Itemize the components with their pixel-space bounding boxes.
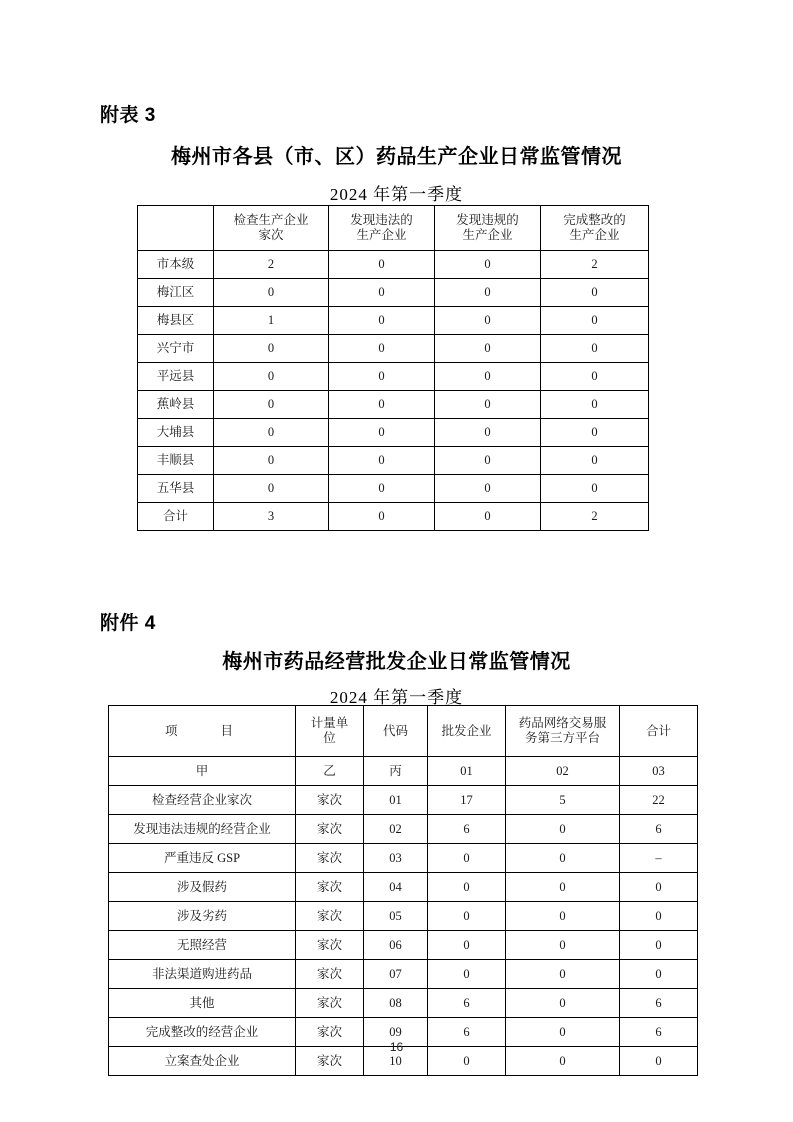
header-cell-illegal xyxy=(329,206,435,251)
cell-total: 0 xyxy=(620,873,698,902)
cell-total: 6 xyxy=(620,815,698,844)
cell-violation: 0 xyxy=(435,503,541,531)
header-cell-total: 合计 xyxy=(620,706,698,757)
table-row xyxy=(109,989,698,1018)
header-line-2: 生产企业 xyxy=(462,228,513,242)
cell-wholesale: 6 xyxy=(428,815,506,844)
section1-title: 梅州市各县（市、区）药品生产企业日常监管情况 xyxy=(171,146,622,168)
header-cell-rectified xyxy=(541,206,649,251)
attachment-label-3: 附表 3 xyxy=(100,105,156,126)
cell-platform: 0 xyxy=(506,1047,620,1076)
header-cell-region xyxy=(138,206,214,251)
cell-inspected: 3 xyxy=(214,503,329,531)
cell-unit: 乙 xyxy=(296,757,364,786)
cell-code: 03 xyxy=(364,844,428,873)
cell-wholesale: 0 xyxy=(428,873,506,902)
header-cell-platform xyxy=(506,706,620,757)
cell-item: 其他 xyxy=(109,989,296,1018)
cell-illegal: 0 xyxy=(329,391,435,419)
cell-illegal: 0 xyxy=(329,447,435,475)
header-cell-wholesale: 批发企业 xyxy=(428,706,506,757)
header-cell-code: 代码 xyxy=(364,706,428,757)
section1-subtitle: 2024 年第一季度 xyxy=(329,185,464,204)
cell-code: 08 xyxy=(364,989,428,1018)
cell-violation: 0 xyxy=(435,363,541,391)
cell-inspected: 2 xyxy=(214,251,329,279)
cell-rectified: 0 xyxy=(541,419,649,447)
cell-unit: 家次 xyxy=(296,815,364,844)
cell-code: 01 xyxy=(364,786,428,815)
cell-platform: 0 xyxy=(506,815,620,844)
cell-code: 04 xyxy=(364,873,428,902)
cell-unit: 家次 xyxy=(296,931,364,960)
cell-total: 0 xyxy=(620,931,698,960)
table-row xyxy=(138,335,649,363)
cell-inspected: 0 xyxy=(214,419,329,447)
cell-inspected: 0 xyxy=(214,335,329,363)
header-line-2: 位 xyxy=(323,731,336,745)
cell-wholesale: 0 xyxy=(428,844,506,873)
wholesale-supervision-table xyxy=(108,705,698,1076)
table-row xyxy=(109,931,698,960)
cell-total: 0 xyxy=(620,1047,698,1076)
cell-unit: 家次 xyxy=(296,902,364,931)
cell-total: 6 xyxy=(620,989,698,1018)
header-cell-unit xyxy=(296,706,364,757)
cell-wholesale: 0 xyxy=(428,960,506,989)
cell-item: 严重违反 GSP xyxy=(109,844,296,873)
production-supervision-table xyxy=(137,205,649,531)
cell-rectified: 0 xyxy=(541,363,649,391)
cell-region: 合计 xyxy=(138,503,214,531)
table-row xyxy=(138,419,649,447)
cell-illegal: 0 xyxy=(329,251,435,279)
header-line-1: 药品网络交易服 xyxy=(518,716,607,731)
cell-region: 丰顺县 xyxy=(138,447,214,475)
cell-unit: 家次 xyxy=(296,989,364,1018)
table-code-row xyxy=(109,757,698,786)
cell-illegal: 0 xyxy=(329,503,435,531)
cell-violation: 0 xyxy=(435,419,541,447)
table-row xyxy=(138,447,649,475)
table-row xyxy=(138,503,649,531)
cell-item: 非法渠道购进药品 xyxy=(109,960,296,989)
cell-region: 市本级 xyxy=(138,251,214,279)
cell-region: 梅县区 xyxy=(138,307,214,335)
cell-violation: 0 xyxy=(435,251,541,279)
cell-violation: 0 xyxy=(435,447,541,475)
cell-item: 涉及假药 xyxy=(109,873,296,902)
production-table-body xyxy=(138,251,649,531)
table-row xyxy=(109,960,698,989)
cell-wholesale: 0 xyxy=(428,902,506,931)
cell-unit: 家次 xyxy=(296,786,364,815)
cell-inspected: 1 xyxy=(214,307,329,335)
cell-illegal: 0 xyxy=(329,419,435,447)
wholesale-table-body xyxy=(109,757,698,1076)
cell-illegal: 0 xyxy=(329,279,435,307)
section2-title: 梅州市药品经营批发企业日常监管情况 xyxy=(222,651,571,673)
cell-illegal: 0 xyxy=(329,363,435,391)
cell-region: 梅江区 xyxy=(138,279,214,307)
header-line-1: 发现违规的 xyxy=(456,213,519,228)
header-line-2: 生产企业 xyxy=(569,228,620,242)
cell-platform: 0 xyxy=(506,902,620,931)
cell-region: 蕉岭县 xyxy=(138,391,214,419)
cell-inspected: 0 xyxy=(214,447,329,475)
cell-unit: 家次 xyxy=(296,844,364,873)
table-header-row xyxy=(138,206,649,251)
table-row xyxy=(138,475,649,503)
cell-rectified: 0 xyxy=(541,447,649,475)
header-cell-inspected xyxy=(214,206,329,251)
cell-item: 完成整改的经营企业 xyxy=(109,1018,296,1047)
header-line-1: 发现违法的 xyxy=(350,213,413,228)
cell-wholesale: 6 xyxy=(428,1018,506,1047)
cell-code: 05 xyxy=(364,902,428,931)
cell-total: 0 xyxy=(620,960,698,989)
table-row xyxy=(109,873,698,902)
table-row xyxy=(138,307,649,335)
table-row xyxy=(138,363,649,391)
cell-violation: 0 xyxy=(435,391,541,419)
header-line-1: 计量单 xyxy=(310,716,349,731)
section2-subtitle: 2024 年第一季度 xyxy=(329,688,464,707)
cell-wholesale: 17 xyxy=(428,786,506,815)
cell-wholesale: 6 xyxy=(428,989,506,1018)
header-line-2: 务第三方平台 xyxy=(524,731,600,745)
cell-code: 09 xyxy=(364,1018,428,1047)
cell-total: – xyxy=(620,844,698,873)
cell-rectified: 2 xyxy=(541,503,649,531)
cell-violation: 0 xyxy=(435,335,541,363)
cell-violation: 0 xyxy=(435,279,541,307)
table-row xyxy=(109,815,698,844)
table-row xyxy=(109,902,698,931)
cell-wholesale: 0 xyxy=(428,931,506,960)
cell-platform: 0 xyxy=(506,1018,620,1047)
cell-wholesale: 0 xyxy=(428,1047,506,1076)
table-row xyxy=(109,786,698,815)
cell-code: 丙 xyxy=(364,757,428,786)
table-row xyxy=(138,251,649,279)
cell-platform: 0 xyxy=(506,873,620,902)
cell-item: 立案查处企业 xyxy=(109,1047,296,1076)
table-row xyxy=(138,279,649,307)
cell-item: 检查经营企业家次 xyxy=(109,786,296,815)
cell-region: 平远县 xyxy=(138,363,214,391)
cell-item: 无照经营 xyxy=(109,931,296,960)
cell-platform: 0 xyxy=(506,960,620,989)
cell-inspected: 0 xyxy=(214,363,329,391)
table-row xyxy=(109,844,698,873)
cell-inspected: 0 xyxy=(214,475,329,503)
header-cell-item: 项 目 xyxy=(109,706,296,757)
cell-illegal: 0 xyxy=(329,335,435,363)
table-header-row xyxy=(109,706,698,757)
cell-illegal: 0 xyxy=(329,307,435,335)
header-line-1: 检查生产企业 xyxy=(233,213,309,228)
cell-total: 0 xyxy=(620,902,698,931)
cell-code: 02 xyxy=(364,815,428,844)
cell-item: 涉及劣药 xyxy=(109,902,296,931)
cell-rectified: 0 xyxy=(541,475,649,503)
cell-code: 10 xyxy=(364,1047,428,1076)
cell-rectified: 0 xyxy=(541,335,649,363)
header-line-1: 完成整改的 xyxy=(563,213,626,228)
attachment-label-4: 附件 4 xyxy=(100,613,156,634)
cell-platform: 0 xyxy=(506,931,620,960)
header-line-2: 生产企业 xyxy=(356,228,407,242)
cell-platform: 02 xyxy=(506,757,620,786)
cell-code: 06 xyxy=(364,931,428,960)
cell-rectified: 0 xyxy=(541,307,649,335)
cell-violation: 0 xyxy=(435,475,541,503)
cell-unit: 家次 xyxy=(296,873,364,902)
cell-total: 03 xyxy=(620,757,698,786)
page-number: 16 xyxy=(389,1040,404,1054)
cell-illegal: 0 xyxy=(329,475,435,503)
cell-violation: 0 xyxy=(435,307,541,335)
cell-rectified: 2 xyxy=(541,251,649,279)
cell-unit: 家次 xyxy=(296,1047,364,1076)
cell-code: 07 xyxy=(364,960,428,989)
cell-inspected: 0 xyxy=(214,391,329,419)
cell-region: 大埔县 xyxy=(138,419,214,447)
cell-rectified: 0 xyxy=(541,279,649,307)
cell-unit: 家次 xyxy=(296,960,364,989)
cell-platform: 0 xyxy=(506,989,620,1018)
cell-platform: 5 xyxy=(506,786,620,815)
cell-item: 甲 xyxy=(109,757,296,786)
cell-total: 22 xyxy=(620,786,698,815)
cell-region: 五华县 xyxy=(138,475,214,503)
header-cell-violation xyxy=(435,206,541,251)
cell-region: 兴宁市 xyxy=(138,335,214,363)
cell-item: 发现违法违规的经营企业 xyxy=(109,815,296,844)
cell-total: 6 xyxy=(620,1018,698,1047)
header-line-2: 家次 xyxy=(258,228,284,242)
cell-wholesale: 01 xyxy=(428,757,506,786)
table-row xyxy=(138,391,649,419)
cell-unit: 家次 xyxy=(296,1018,364,1047)
cell-platform: 0 xyxy=(506,844,620,873)
cell-inspected: 0 xyxy=(214,279,329,307)
cell-rectified: 0 xyxy=(541,391,649,419)
